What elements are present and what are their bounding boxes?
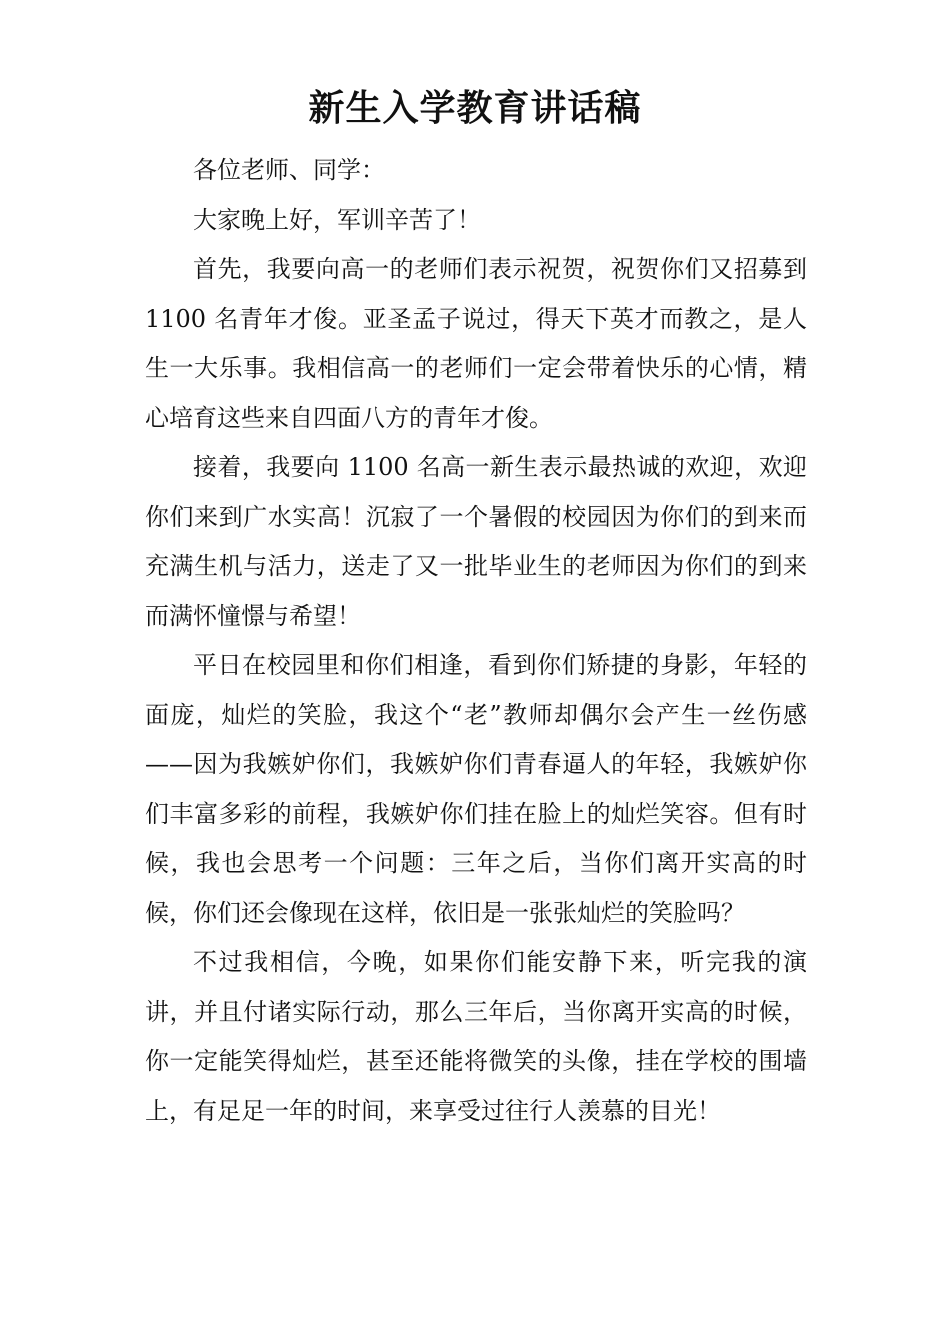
greeting: 大家晚上好，军训辛苦了！ bbox=[193, 205, 481, 234]
salutation: 各位老师、同学： bbox=[193, 156, 385, 184]
paragraph-welcome: 接着，我要向 1100 名高一新生表示最热诚的欢迎，欢迎你们来到广水实高！沉寂了一个暑假的校园因为你们的到来而充满生机与活力，送走了又一批毕业生的老师因为你们的到来而满怀憧憬与希望！ bbox=[145, 453, 807, 630]
paragraph-reflection: 平日在校园里和你们相逢，看到你们矫捷的身影，年轻的面庞，灿烂的笑脸，我这个“老”教师却偶尔会产生一丝伤感——因为我嫉妒你们，我嫉妒你们青春逼人的年轻，我嫉妒你们丰富多彩的前程，我嫉妒你们挂在脸上的灿烂笑容。但有时候，我也会思考一个问题：三年之后，当你们离开实高的时候，你们还会像现在这样，依旧是一张张灿烂的笑脸吗？ bbox=[145, 651, 807, 927]
document-body bbox=[145, 146, 807, 1136]
paragraph-encouragement: 不过我相信，今晚，如果你们能安静下来，听完我的演讲，并且付诸实际行动，那么三年后，当你离开实高的时候，你一定能笑得灿烂，甚至还能将微笑的头像，挂在学校的围墙上，有足足一年的时间，来享受过往行人羡慕的目光！ bbox=[145, 948, 807, 1125]
paragraph-congratulations: 首先，我要向高一的老师们表示祝贺，祝贺你们又招募到 1100 名青年才俊。亚圣孟子说过，得天下英才而教之，是人生一大乐事。我相信高一的老师们一定会带着快乐的心情，精心培育这些来自四面八方的青年才俊。 bbox=[145, 255, 807, 432]
document-title: 新生入学教育讲话稿 bbox=[308, 87, 642, 129]
